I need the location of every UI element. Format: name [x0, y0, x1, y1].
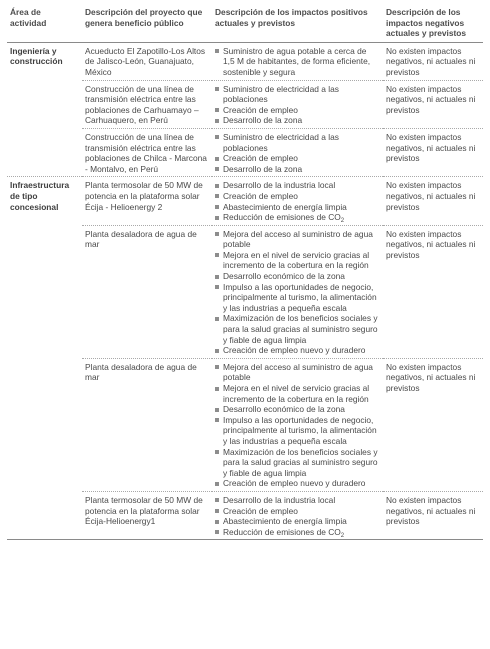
- impact-item: Abastecimiento de energía limpia: [215, 202, 380, 213]
- co2-subscript: 2: [340, 532, 345, 539]
- impact-text: Reducción de emisiones de CO: [223, 526, 341, 537]
- table-row: [7, 177, 483, 225]
- positive-impacts: [212, 225, 383, 358]
- impact-item: Creación de empleo: [215, 506, 380, 517]
- impact-item: Mejora del acceso al suministro de agua potable: [215, 362, 380, 383]
- impact-item: Maximización de los beneficios sociales y para la salud gracias al suministro seguro y fiable de agua limpia: [215, 313, 380, 345]
- impact-item: Suministro de electricidad a las poblaciones: [215, 132, 380, 153]
- negative-impacts: No existen impactos negativos, ni actuales ni previstos: [383, 491, 483, 539]
- impact-item: Desarrollo de la industria local: [215, 495, 380, 506]
- project-description: Planta desaladora de agua de mar: [82, 225, 212, 358]
- impact-item: Desarrollo de la zona: [215, 115, 380, 126]
- impact-item: Creación de empleo nuevo y duradero: [215, 345, 380, 356]
- impact-item: Creación de empleo: [215, 153, 380, 164]
- impact-text: Reducción de emisiones de CO: [223, 212, 341, 223]
- table-row: [7, 225, 483, 358]
- negative-impacts: No existen impactos negativos, ni actuales ni previstos: [383, 42, 483, 80]
- table-row: [7, 491, 483, 539]
- negative-impacts: No existen impactos negativos, ni actuales ni previstos: [383, 177, 483, 225]
- impact-item: Suministro de agua potable a cerca de 1,5 M de habitantes, de forma eficiente, sostenible y segura: [215, 46, 380, 78]
- impact-item: Creación de empleo nuevo y duradero: [215, 478, 380, 489]
- area-ingenieria: Ingeniería y construcción: [10, 45, 63, 67]
- negative-impacts: No existen impactos negativos, ni actuales ni previstos: [383, 225, 483, 358]
- header-positive-impacts: Descripción de los impactos positivos actuales y previstos: [212, 5, 383, 42]
- impact-item: Mejora en el nivel de servicio gracias al incremento de la cobertura en la región: [215, 250, 380, 271]
- project-description: Acueducto El Zapotillo-Los Altos de Jalisco-León, Guanajuato, México: [82, 42, 212, 80]
- negative-impacts: No existen impactos negativos, ni actuales ni previstos: [383, 358, 483, 491]
- project-description: Construcción de una línea de transmisión eléctrica entre las poblaciones de Carhuamayo – Carhuaquero, en Perú: [82, 80, 212, 128]
- impact-item: Creación de empleo: [215, 191, 380, 202]
- impact-item: Maximización de los beneficios sociales y para la salud gracias al suministro seguro y fiable de agua limpia: [215, 447, 380, 479]
- project-description: Planta termosolar de 50 MW de potencia en la plataforma solar Écija - Helioenergy 2: [82, 177, 212, 225]
- area-spacer: [7, 80, 82, 128]
- positive-impacts: [212, 42, 383, 80]
- impact-table: [7, 5, 483, 540]
- area-spacer: [7, 128, 82, 176]
- header-row: [7, 5, 483, 42]
- header-negative-impacts: Descripción de los impactos negativos actuales y previstos: [383, 5, 483, 42]
- impact-item: [215, 212, 380, 223]
- negative-impacts: No existen impactos negativos, ni actuales ni previstos: [383, 80, 483, 128]
- table-row: [7, 358, 483, 491]
- header-project: Descripción del proyecto que genera beneficio público: [82, 5, 212, 42]
- area-spacer: [7, 225, 82, 358]
- positive-impacts: [212, 491, 383, 539]
- area-infraestructura: Infraestructura de tipo concesional: [10, 180, 70, 212]
- impact-item: [215, 527, 380, 538]
- impact-item: Desarrollo económico de la zona: [215, 271, 380, 282]
- area-spacer: [7, 491, 82, 539]
- positive-impacts: [212, 128, 383, 176]
- impact-item: Desarrollo de la industria local: [215, 180, 380, 191]
- positive-impacts: [212, 80, 383, 128]
- impact-item: Abastecimiento de energía limpia: [215, 516, 380, 527]
- impact-item: Impulso a las oportunidades de negocio, principalmente al turismo, la alimentación y las industrias a pequeña escala: [215, 282, 380, 314]
- project-description: Construcción de una línea de transmisión eléctrica entre las poblaciones de Chilca - Marcona - Montalvo, en Perú: [82, 128, 212, 176]
- area-spacer: [7, 358, 82, 491]
- table-row: [7, 80, 483, 128]
- impact-item: Impulso a las oportunidades de negocio, principalmente al turismo, la alimentación y las industrias a pequeña escala: [215, 415, 380, 447]
- co2-subscript: 2: [340, 218, 345, 225]
- impact-item: Desarrollo de la zona: [215, 164, 380, 175]
- positive-impacts: [212, 358, 383, 491]
- impact-item: Mejora en el nivel de servicio gracias al incremento de la cobertura en la región: [215, 383, 380, 404]
- project-description: Planta desaladora de agua de mar: [82, 358, 212, 491]
- impact-item: Suministro de electricidad a las poblaciones: [215, 84, 380, 105]
- impact-item: Creación de empleo: [215, 105, 380, 116]
- impact-item: Mejora del acceso al suministro de agua potable: [215, 229, 380, 250]
- header-area: Área de actividad: [7, 5, 82, 42]
- impact-item: Desarrollo económico de la zona: [215, 404, 380, 415]
- table-row: [7, 128, 483, 176]
- positive-impacts: [212, 177, 383, 225]
- negative-impacts: No existen impactos negativos, ni actuales ni previstos: [383, 128, 483, 176]
- table-row: [7, 42, 483, 80]
- project-description: Planta termosolar de 50 MW de potencia en la plataforma solar Écija-Helioenergy1: [82, 491, 212, 539]
